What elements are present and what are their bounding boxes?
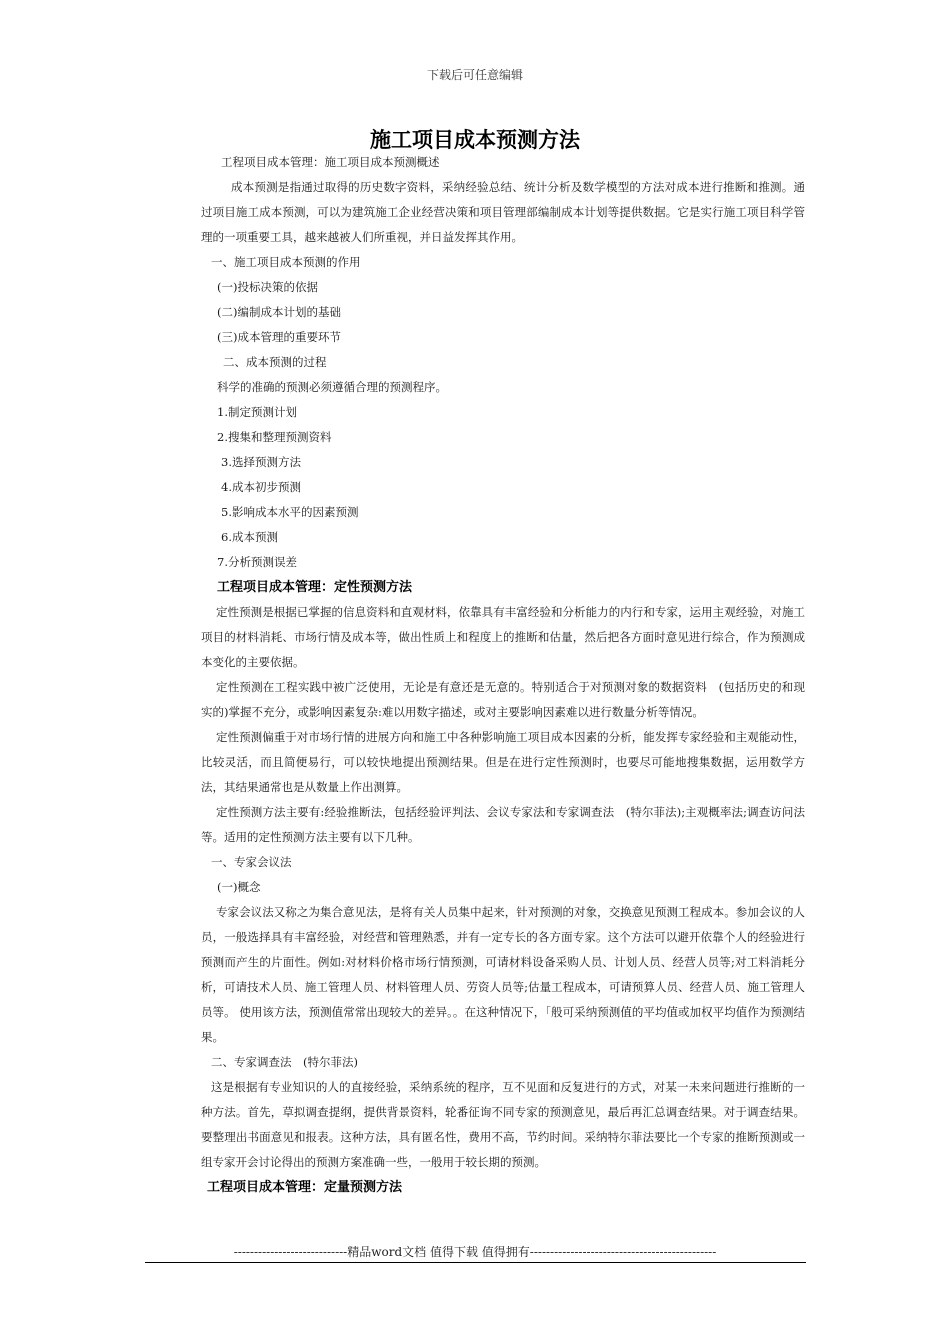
paragraph-intro: 成本预测是指通过取得的历史数字资料，采纳经验总结、统计分析及数学模型的方法对成本进行推断和推测。通过项目施工成本预测，可以为建筑施工企业经营决策和项目管理部编制成本计划等提供数据。它是实行施工项目科学管理的一项重要工具，越来越被人们所重视，并日益发挥其作用。 <box>201 180 805 244</box>
list-item: (二)编制成本计划的基础 <box>217 305 341 319</box>
list-item: 4.成本初步预测 <box>221 480 301 494</box>
document-body <box>201 150 805 1200</box>
footer-divider <box>145 1262 806 1263</box>
paragraph: 定性预测方法主要有:经验推断法，包括经验评判法、会议专家法和专家调查法 (特尔菲法);主观概率法;调查访问法等。适用的定性预测方法主要有以下几种。 <box>201 805 805 844</box>
section-heading-quantitative: 工程项目成本管理：定量预测方法 <box>207 1180 403 1195</box>
section-heading-process: 二、成本预测的过程 <box>223 355 327 369</box>
subsection-heading: (一)概念 <box>217 880 261 894</box>
paragraph: 定性预测是根据已掌握的信息资料和直观材料，依靠具有丰富经验和分析能力的内行和专家，运用主观经验，对施工项目的材料消耗、市场行情及成本等，做出性质上和程度上的推断和估量，然后把各方面时意见进行综合，作为预测成本变化的主要依据。 <box>201 605 805 669</box>
overview-heading: 工程项目成本管理：施工项目成本预测概述 <box>221 155 440 169</box>
list-item: (三)成本管理的重要环节 <box>217 330 341 344</box>
paragraph: 专家会议法又称之为集合意见法，是将有关人员集中起来，针对预测的对象，交换意见预测工程成本。参加会议的人员，一般选择具有丰富经验，对经营和管理熟悉，并有一定专长的各方面专家。这个方法可以避开依靠个人的经验进行预测而产生的片面性。例如:对材料价格市场行情预测，可请材料设备采购人员、计划人员、经营人员等;对工料消耗分析，可请技术人员、施工管理人员、材料管理人员、劳资人员等;估量工程成本，可请预算人员、经营人员、施工管理人员等。 使用该方法，预测值常常出现较大的差异。。在这种情况下，「般可采纳预测值的平均值或加权平均值作为预测结果。 <box>201 905 805 1044</box>
list-item: 2.搜集和整理预测资料 <box>217 430 332 444</box>
list-item: (一)投标决策的依据 <box>217 280 318 294</box>
footer-text: ----------------------------精品word文档 值得下载 值得拥有---------------------------------------------- <box>233 1245 717 1259</box>
list-item: 7.分析预测误差 <box>217 555 297 569</box>
section-heading-role: 一、施工项目成本预测的作用 <box>211 255 361 269</box>
paragraph-process-intro: 科学的准确的预测必须遵循合理的预测程序。 <box>217 380 447 394</box>
paragraph: 这是根据有专业知识的人的直接经验，采纳系统的程序，互不见面和反复进行的方式，对某一未来问题进行推断的一种方法。首先，草拟调查提纲，提供背景资料，轮番征询不同专家的预测意见，最后再汇总调查结果。对于调查结果。要整理出书面意见和报表。这种方法，具有匿名性，费用不高，节约时间。采纳特尔菲法要比一个专家的推断预测或一组专家开会讨论得出的预测方案准确一些，一般用于较长期的预测。 <box>201 1080 805 1169</box>
list-item: 1.制定预测计划 <box>217 405 297 419</box>
list-item: 3.选择预测方法 <box>221 455 301 469</box>
list-item: 6.成本预测 <box>221 530 278 544</box>
header-note: 下载后可任意编辑 <box>426 68 523 82</box>
section-heading-delphi: 二、专家调查法 (特尔菲法) <box>211 1055 358 1069</box>
section-heading-qualitative: 工程项目成本管理：定性预测方法 <box>217 580 413 595</box>
paragraph: 定性预测在工程实践中被广泛使用，无论是有意还是无意的。特别适合于对预测对象的数据资料 (包括历史的和现实的)掌握不充分，或影响因素复杂:难以用数字描述，或对主要影响因素难以进行数量分析等情况。 <box>201 680 805 719</box>
page-title: 施工项目成本预测方法 <box>370 128 580 152</box>
list-item: 5.影响成本水平的因素预测 <box>221 505 359 519</box>
paragraph: 定性预测偏重于对市场行情的进展方向和施工中各种影响施工项目成本因素的分析，能发挥专家经验和主观能动性，比较灵活，而且简便易行，可以较快地提出预测结果。但是在进行定性预测时，也要尽可能地搜集数据，运用数学方法，其结果通常也是从数量上作出测算。 <box>201 730 805 794</box>
section-heading-expert-meeting: 一、专家会议法 <box>211 855 292 869</box>
